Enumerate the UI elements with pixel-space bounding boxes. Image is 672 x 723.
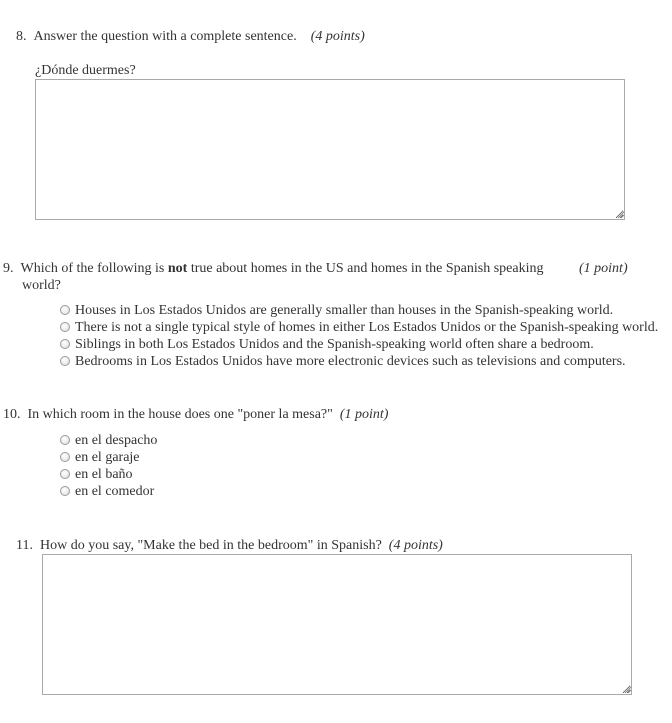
question-8-text: Answer the question with a complete sentence. xyxy=(33,29,297,44)
radio-button[interactable] xyxy=(60,305,70,315)
question-9-number: 9. xyxy=(3,261,14,276)
question-8-prompt: ¿Dónde duermes? xyxy=(35,63,136,78)
option-label: Houses in Los Estados Unidos are generally smaller than houses in the Spanish-speaking world. xyxy=(75,303,614,318)
radio-button[interactable] xyxy=(60,322,70,332)
question-9-option-2[interactable] xyxy=(60,319,658,336)
question-9-text-bold: not xyxy=(167,261,188,276)
radio-button[interactable] xyxy=(60,435,70,445)
question-11-number: 11. xyxy=(16,538,33,553)
question-9-heading xyxy=(3,260,544,278)
option-label: Siblings in both Los Estados Unidos and the Spanish-speaking world often share a bedroom. xyxy=(75,337,594,352)
question-10-text: In which room in the house does one "poner la mesa?" xyxy=(27,407,333,422)
question-11-heading xyxy=(16,537,443,555)
question-9-option-3[interactable] xyxy=(60,336,594,353)
question-10-option-3[interactable] xyxy=(60,466,133,483)
option-label: There is not a single typical style of homes in either Los Estados Unidos or the Spanish-speaking world. xyxy=(75,320,659,335)
radio-button[interactable] xyxy=(60,469,70,479)
question-10-heading xyxy=(3,406,388,424)
question-10-option-4[interactable] xyxy=(60,483,154,500)
question-9-text-after: true about homes in the US and homes in the Spanish speaking xyxy=(187,261,544,276)
radio-button[interactable] xyxy=(60,452,70,462)
question-8-heading xyxy=(16,28,365,46)
question-10-number: 10. xyxy=(3,407,21,422)
question-8-answer-textarea[interactable] xyxy=(35,79,625,220)
question-11-points: (4 points) xyxy=(388,538,443,553)
option-label: en el comedor xyxy=(75,484,155,499)
question-9-option-1[interactable] xyxy=(60,302,613,319)
question-8-points: (4 points) xyxy=(310,29,365,44)
question-9-text-before: Which of the following is xyxy=(20,261,168,276)
option-label: Bedrooms in Los Estados Unidos have more electronic devices such as televisions and computers. xyxy=(75,354,626,369)
radio-button[interactable] xyxy=(60,339,70,349)
question-10-points: (1 point) xyxy=(339,407,389,422)
option-label: en el despacho xyxy=(75,433,158,448)
question-8-number: 8. xyxy=(16,29,27,44)
question-10-option-2[interactable] xyxy=(60,449,140,466)
question-11-text: How do you say, "Make the bed in the bedroom" in Spanish? xyxy=(39,538,382,553)
radio-button[interactable] xyxy=(60,356,70,366)
option-label: en el garaje xyxy=(75,450,140,465)
question-9-text-line2: world? xyxy=(22,278,61,293)
question-9-points: (1 point) xyxy=(579,261,628,276)
option-label: en el baño xyxy=(75,467,133,482)
question-9-option-4[interactable] xyxy=(60,353,626,370)
question-11-answer-textarea[interactable] xyxy=(42,554,632,695)
radio-button[interactable] xyxy=(60,486,70,496)
question-10-option-1[interactable] xyxy=(60,432,157,449)
